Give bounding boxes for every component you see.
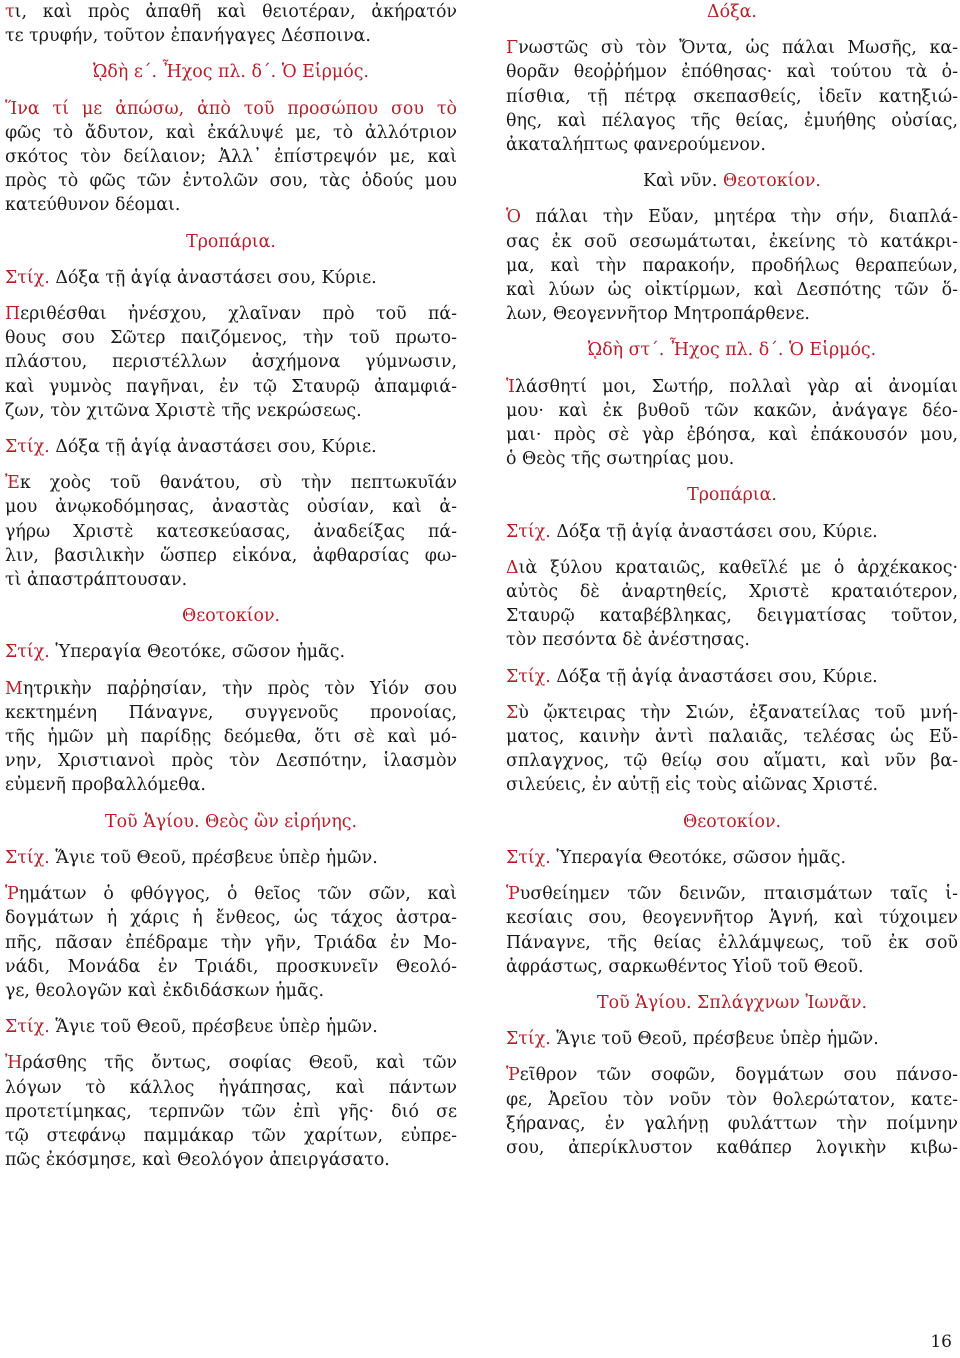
text-line: Ῥυσθείημεν τῶν δεινῶν, πταισμάτων ταῖς ἱ- [506,884,958,905]
text-line: σας ἐκ σοῦ σεσωμάτωται, ἐκείνης τὸ κατάκρι- [506,231,958,252]
stichos-text: Ἅγιε τοῦ Θεοῦ, πρέσβευε ὑπὲρ ἡμῶν. [556,1029,879,1050]
text-line: τὶ ἀπαστράπτουσαν. [5,570,188,591]
saint-heading: Τοῦ Ἁγίου. Σπλάγχνων Ἰωνᾶν. [597,992,867,1013]
troparia-heading: Τροπάρια. [687,485,777,506]
stichos-text: Ὑπεραγία Θεοτόκε, σῶσον ἡμᾶς. [556,847,847,868]
troparion-3 [506,882,958,979]
text-line: πρὸς τὸ φῶς τῶν ἐντολῶν σου, τὰς ὁδούς μου [5,171,457,192]
text-line: σου, ἀπερίκλυστον καθάπερ λογικὴν κιβω- [506,1137,958,1158]
text-line: τι, καὶ πρὸς ἀπαθῆ καὶ θειοτέραν, ἀκήρατόν [5,2,457,22]
ode6-heading: ᾨδὴ στ΄. Ἦχος πλ. δ΄. Ὁ Εἱρμός. [587,340,877,361]
text-line: Πάναγνε, τῆς θείας ἐλλάμψεως, τοῦ ἐκ σοῦ [506,932,958,953]
text-line: πῶς ἐκόσμησε, καὶ Θεολόγον ἀπειργάσατο. [5,1150,390,1171]
text-line: ξήρανας, ἐν γαλήνῃ φυλάττων τὴν ποίμνην [506,1113,958,1134]
right-column [506,0,958,1160]
text-line: αὐτὸς δὲ ἀναρτηθείς, Χριστὲ κραταιότερον, [506,582,958,603]
kai-nyn-heading [506,169,958,193]
heirmos-first-line [5,97,457,121]
text-line: γήρω Χριστὲ κατεσκεύασας, ἀναδείξας πά- [5,521,457,542]
saint-heading: Τοῦ Ἁγίου. Θεὸς ὢν εἰρήνης. [104,811,358,832]
text-line: ἀκαταλήπτως φανερούμενον. [506,135,766,156]
initial-letter: Ἱ [506,376,515,397]
stichos-label: Στίχ. [5,642,50,663]
text-line: θορᾶν θεοῤῥήμον ἐπόθησας· καὶ τούτου τὰ ὀ- [506,62,958,83]
text-line: καὶ γυμνὸς παγῆναι, ἐν τῷ Σταυρῷ ἀπαμφιά- [5,376,457,397]
text-line: ἀφράστως, σαρκωθέντος Υἱοῦ τοῦ Θεοῦ. [506,956,864,977]
initial-letter: Σ [506,702,519,723]
text-line: Ἐκ χοὸς τοῦ θανάτου, σὺ τὴν πεπτωκυῖάν [5,473,457,494]
text-line: εὐμενῆ προβαλλόμεθα. [5,775,206,796]
initial-letter: Ῥ [506,1065,520,1086]
text-line: σκότος τὸν δείλαιον; Ἀλλ᾽ ἐπίστρεψόν με, καὶ [5,147,457,168]
stichos [5,846,457,870]
text-line: Ἠράσθης τῆς ὄντως, σοφίας Θεοῦ, καὶ τῶν [5,1053,457,1074]
ode5-heading: ᾨδὴ ε΄. Ἦχος πλ. δ΄. Ὁ Εἱρμός. [93,62,369,83]
text-line: Περιθέσθαι ἠνέσχου, χλαῖναν πρὸ τοῦ πά- [5,304,457,325]
troparion-1 [5,302,457,423]
text-line: μου· καὶ ἐκ βυθοῦ τῶν κακῶν, ἀνάγαγε δέο- [506,400,958,421]
stichos-text: Δόξα τῇ ἁγίᾳ ἀναστάσει σου, Κύριε. [55,437,377,458]
troparion-2 [506,701,958,798]
text-line: γε, θεολογῶν καὶ ἐκδιδάσκων ἡμᾶς. [5,980,324,1001]
text-line: μαι· πρὸς σὲ γὰρ ἐβόησα, καὶ ἐπάκουσόν μου, [506,425,958,446]
text-line: τῷ στεφάνῳ παμμάκαρ τῶν χαρίτων, εὐπρε- [5,1125,457,1146]
initial-letter: τ [5,2,15,22]
text-line: λων, Θεογεννῆτορ Μητροπάρθενε. [506,304,810,325]
initial-letter: Ῥ [506,884,520,905]
stichos-label: Στίχ. [506,847,551,868]
heirmos-paragraph [5,97,457,218]
troparia-heading: Τροπάρια. [186,231,276,252]
text-line: φε, Ἀρεῖου τὸν νοῦν τὸν θολερώτατον, κατε- [506,1089,958,1110]
text-line: κεκτημένη Πάναγνε, συγγενοῦς προνοίας, [5,702,457,723]
doxa-heading: Δόξα. [707,2,757,22]
initial-letter: Π [5,304,21,325]
stichos-text: Ἅγιε τοῦ Θεοῦ, πρέσβευε ὑπὲρ ἡμῶν. [55,1017,378,1038]
text-line: φῶς τὸ ἄδυτον, καὶ ἐκάλυψέ με, τὸ ἀλλότριον [5,122,457,143]
text-line: λόγων τὸ κάλλος ἠγάπησας, καὶ πάντων [5,1077,457,1098]
stichos [5,435,457,459]
initial-letter: Ὁ [506,207,521,228]
text-line: δογμάτων ἡ χάρις ἡ ἔνθεος, ὡς τάχος ἀστρα- [5,908,457,929]
text-line: Μητρικὴν παῤῥησίαν, τὴν πρὸς τὸν Υἱόν σου [5,678,457,699]
text-line: προτετίμηκας, τερπνῶν τῶν ἐπὶ γῆς· διό σε [5,1101,457,1122]
text-line: Ῥημάτων ὁ φθόγγος, ὁ θεῖος τῶν σῶν, καὶ [5,884,457,905]
troparion-3 [5,677,457,798]
kai-nyn-text: Καὶ νῦν. [643,171,718,192]
troparion-2 [5,471,457,592]
theotokion-heading: Θεοτοκίον. [181,606,281,627]
text-line: ζων, τὸν χιτῶνα Χριστὲ τῆς νεκρώσεως. [5,400,362,421]
stichos-label: Στίχ. [5,847,50,868]
text-line: κεσίαις σου, θεογεννῆτορ Ἁγνή, καὶ τύχοιμεν [506,908,958,929]
text-line: νάδι, Μονάδα ἐν Τριάδι, προσκυνεῖν Θεολό- [5,956,457,977]
text-line: κατεύθυνον δέομαι. [5,195,181,216]
left-column [5,0,457,1172]
text-line: καὶ λύων ὡς οἰκτίρμων, καὶ Δεσπότης τῶν ὅ- [506,280,958,301]
stichos-text: Ὑπεραγία Θεοτόκε, σῶσον ἡμᾶς. [55,642,346,663]
theotokion-paragraph [506,205,958,326]
stichos-label: Στίχ. [506,666,551,687]
stichos-label: Στίχ. [5,437,50,458]
text-line: τῆς ἡμῶν μὴ παρίδῃς δεόμεθα, ὅτι σὲ καὶ μό- [5,727,457,748]
initial-letter: Μ [5,678,23,699]
stichos-label: Στίχ. [506,521,551,542]
text-line: Ὁ πάλαι τὴν Εὔαν, μητέρα τὴν σήν, διαπλά- [506,207,958,228]
text-line: ὁ Θεὸς τῆς σωτηρίας μου. [506,449,735,470]
text-line: λιν, βασιλικὴν ὥσπερ εἰκόνα, ἀφθαρσίας φω- [5,545,457,566]
troparion-4 [5,882,457,1003]
heirmos-paragraph [506,375,958,472]
stichos [5,640,457,664]
initial-letter: Δ [506,557,519,578]
initial-letter: Ῥ [5,884,19,905]
text-line: Ῥεῖθρον τῶν σοφῶν, δογμάτων σου πάνσο- [506,1065,958,1086]
initial-letter: Ἐ [5,473,20,494]
stichos [5,266,457,290]
text-line: Ἱλάσθητί μοι, Σωτήρ, πολλαὶ γὰρ αἱ ἀνομίαι [506,376,958,397]
theotokion-heading: Θεοτοκίον. [682,811,782,832]
stichos [506,520,958,544]
text-line: Σταυρῷ καταβέβληκας, δειγματίσας τοῦτον, [506,606,958,627]
stichos-text: Δόξα τῇ ἁγίᾳ ἀναστάσει σου, Κύριε. [556,521,878,542]
doxa-paragraph [506,36,958,157]
stichos [506,846,958,870]
stichos-label: Στίχ. [5,267,50,288]
stichos-text: Δόξα τῇ ἁγίᾳ ἀναστάσει σου, Κύριε. [556,666,878,687]
opening-paragraph [5,0,457,48]
text-line: τὸν πεσόντα δὲ ἀνέστησας. [506,630,750,651]
stichos-text: Ἅγιε τοῦ Θεοῦ, πρέσβευε ὑπὲρ ἡμῶν. [55,847,378,868]
text-line: Γνωστῶς σὺ τὸν Ὄντα, ὡς πάλαι Μωσῆς, κα- [506,38,958,59]
text-line: πλάστου, περιστέλλων ἀσχήμονα γύμνωσιν, [5,352,457,373]
text-line: Σὺ ᾤκτειρας τὴν Σιών, ἐξανατείλας τοῦ μνή- [506,702,958,723]
troparion-4 [506,1063,958,1160]
stichos [506,1027,958,1051]
troparion-1 [506,556,958,653]
text-line: ματος, καινὴν ἀντὶ παλαιᾶς, τελέσας ὡς Εὔ- [506,727,958,748]
initial-letter: Γ [506,38,519,59]
text-line: Διὰ ξύλου κραταιῶς, καθεῖλέ με ὁ ἀρχέκακος· [506,557,958,578]
text-line: θης, καὶ πέλαγος τῆς θείας, ἐμυήθης οὐσίας, [506,110,958,131]
text-line: θους σου Σῶτερ παιζόμενος, τὴν τοῦ πρωτο- [5,328,457,349]
stichos [5,1015,457,1039]
text-line: σπλαγχνος, τῷ θείῳ σου αἵματι, καὶ νῦν βα- [506,751,958,772]
stichos [506,665,958,689]
theotokion-label: Θεοτοκίον. [722,171,821,192]
text-line: τε τρυφήν, τοῦτον ἐπανήγαγες Δέσποινα. [5,26,371,47]
text-line: πίσθια, τῇ πέτρᾳ σκεπασθείς, ἰδεῖν κατηξιώ- [506,86,958,107]
stichos-label: Στίχ. [5,1017,50,1038]
text-line: μα, καὶ τὴν παρακοήν, προδήλως θεραπεύων, [506,255,958,276]
text-line: νην, Χριστιανοὶ πρὸς τὸν Δεσπότην, ἱλασμὸν [5,751,457,772]
text: Ἵνα τί με ἀπώσω, ἀπὸ τοῦ προσώπου σου τὸ [5,98,457,119]
initial-letter: Ἠ [5,1053,23,1074]
page-number: 16 [930,1332,952,1352]
text-line: μου ἀνῳκοδόμησας, ἀναστὰς οὐσίαν, καὶ ἀ- [5,497,457,518]
stichos-label: Στίχ. [506,1029,551,1050]
troparion-5 [5,1051,457,1172]
text-line: σιλεύεις, ἐν αὐτῇ εἰς τοὺς αἰῶνας Χριστέ. [506,775,879,796]
stichos-text: Δόξα τῇ ἁγίᾳ ἀναστάσει σου, Κύριε. [55,267,377,288]
text-line: πῆς, πᾶσαν ἐπέδραμε τὴν γῆν, Τριάδα ἐν Μο- [5,932,457,953]
